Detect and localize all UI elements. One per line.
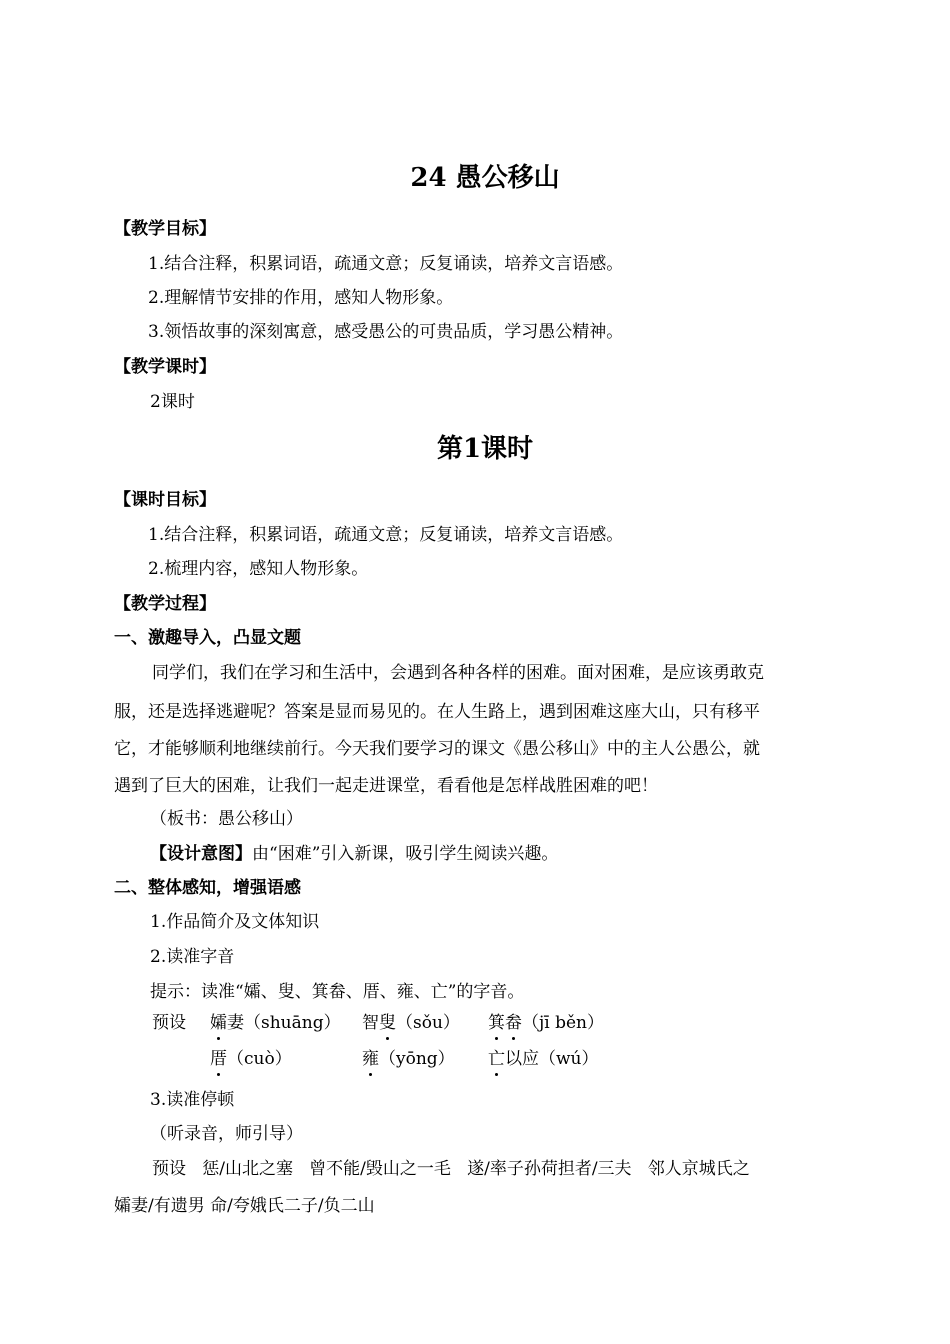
listen-note: （听录音，师引导） bbox=[150, 1124, 303, 1144]
goal-item: 2.理解情节安排的作用，感知人物形象。 bbox=[148, 288, 454, 308]
paragraph-line: 同学们，我们在学习和生活中，会遇到各种各样的困难。面对困难，是应该勇敢克 bbox=[152, 663, 764, 683]
design-intent-label: 【设计意图】 bbox=[150, 844, 252, 864]
lesson-goal-item: 2.梳理内容，感知人物形象。 bbox=[148, 559, 369, 579]
pronunciation-item bbox=[362, 1048, 455, 1070]
dotted-char: 雍 bbox=[362, 1049, 379, 1069]
pinyin: （sǒu） bbox=[396, 1013, 460, 1033]
lesson-title: 第1课时 bbox=[436, 434, 534, 464]
lesson-goals-heading: 【课时目标】 bbox=[114, 490, 216, 510]
paragraph-line: 它，才能够顺利地继续前行。今天我们要学习的课文《愚公移山》中的主人公愚公，就 bbox=[114, 739, 760, 759]
pronunciation-item bbox=[210, 1012, 341, 1034]
dotted-char: 叟 bbox=[379, 1013, 396, 1033]
lesson-goal-item: 1.结合注释，积累词语，疏通文意；反复诵读，培养文言语感。 bbox=[148, 525, 624, 545]
board-note: （板书：愚公移山） bbox=[150, 809, 303, 829]
dotted-char: 孀 bbox=[210, 1013, 227, 1033]
pronunciation-item bbox=[488, 1048, 599, 1070]
list-item: 1.作品简介及文体知识 bbox=[150, 912, 320, 932]
hours-text: 2课时 bbox=[150, 392, 195, 412]
goal-item: 3.领悟故事的深刻寓意，感受愚公的可贵品质，学习愚公精神。 bbox=[148, 322, 624, 342]
goal-item: 1.结合注释，积累词语，疏通文意；反复诵读，培养文言语感。 bbox=[148, 254, 624, 274]
dotted-char: 厝 bbox=[210, 1049, 227, 1069]
section-heading: 一、激趣导入，凸显文题 bbox=[114, 628, 301, 648]
pause-line: 预设 惩/山北之塞 曾不能/毁山之一毛 遂/率子孙荷担者/三夫 邻人京城氏之 bbox=[152, 1159, 750, 1179]
pronunciation-item bbox=[210, 1048, 292, 1070]
paragraph-line: 服，还是选择逃避呢？答案是显而易见的。在人生路上，遇到困难这座大山，只有移平 bbox=[114, 702, 760, 722]
process-heading: 【教学过程】 bbox=[114, 594, 216, 614]
design-intent-text: 由“困难”引入新课，吸引学生阅读兴趣。 bbox=[252, 844, 559, 864]
pause-line: 孀妻/有遗男 命/夸娥氏二子/负二山 bbox=[114, 1196, 375, 1216]
word-pre: 智 bbox=[362, 1013, 379, 1033]
list-item: 3.读准停顿 bbox=[150, 1090, 235, 1110]
document-title: 24 愚公移山 bbox=[410, 163, 560, 193]
goals-heading: 【教学目标】 bbox=[114, 219, 216, 239]
paragraph-line: 遇到了巨大的困难，让我们一起走进课堂，看看他是怎样战胜困难的吧！ bbox=[114, 776, 658, 796]
design-intent bbox=[150, 843, 558, 865]
pinyin: （wú） bbox=[539, 1049, 599, 1069]
word-rest: 以应 bbox=[505, 1049, 539, 1069]
dotted-char: 箕 bbox=[488, 1013, 505, 1033]
pinyin: （jī běn） bbox=[522, 1013, 605, 1033]
word-rest: 妻 bbox=[227, 1013, 244, 1033]
pinyin: （yōng） bbox=[379, 1049, 455, 1069]
preset-label: 预设 bbox=[152, 1013, 186, 1033]
dotted-char: 畚 bbox=[505, 1013, 522, 1033]
pronunciation-item bbox=[488, 1012, 604, 1034]
pinyin: （cuò） bbox=[227, 1049, 292, 1069]
dotted-char: 亡 bbox=[488, 1049, 505, 1069]
section-heading: 二、整体感知，增强语感 bbox=[114, 878, 301, 898]
hours-heading: 【教学课时】 bbox=[114, 357, 216, 377]
pinyin: （shuāng） bbox=[244, 1013, 341, 1033]
pronunciation-item bbox=[362, 1012, 460, 1034]
hint-text: 提示：读准“孀、叟、箕畚、厝、雍、亡”的字音。 bbox=[150, 982, 525, 1002]
list-item: 2.读准字音 bbox=[150, 947, 235, 967]
